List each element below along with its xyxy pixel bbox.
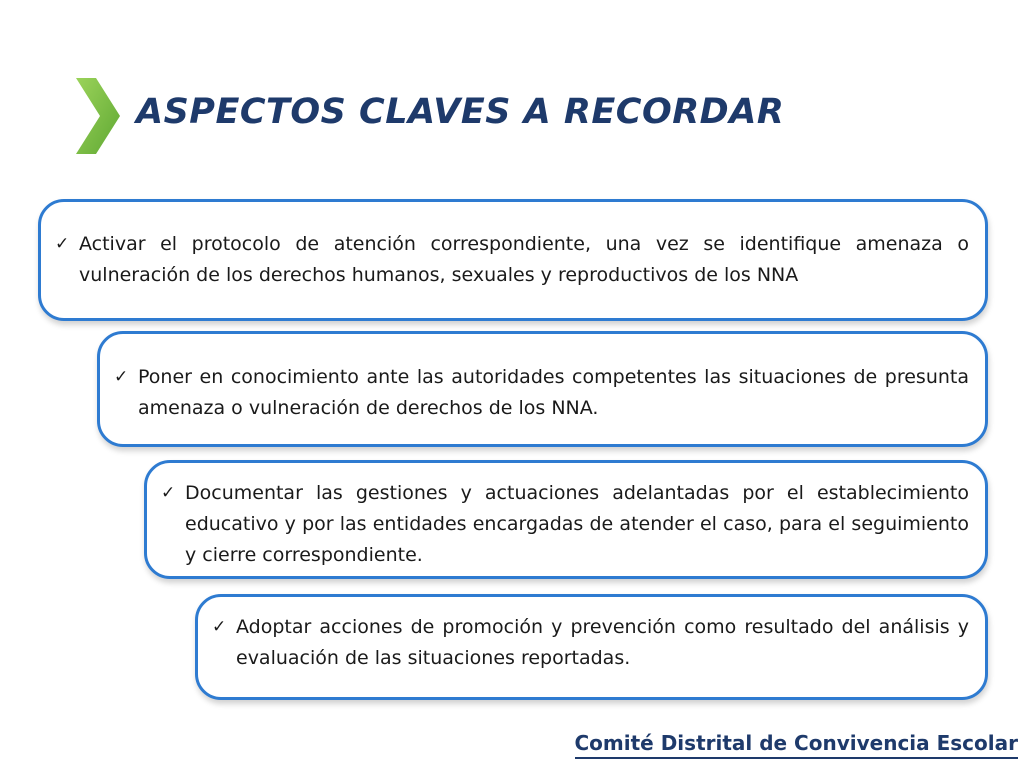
footer-committee-name: Comité Distrital de Convivencia Escolar [575,729,1019,759]
checkmark-icon: ✓ [212,617,227,637]
key-point-card [195,594,988,700]
page-title: ASPECTOS CLAVES A RECORDAR [136,92,785,132]
checkmark-icon: ✓ [55,234,70,254]
checkmark-icon: ✓ [161,483,176,503]
key-point-card [97,331,988,447]
key-point-text: Poner en conocimiento ante las autoridades competentes las situaciones de presunta amenaza o vulneración de derechos de los NNA. [138,366,969,419]
checkmark-icon: ✓ [114,367,129,387]
key-point-card [38,199,988,321]
key-point-text: Documentar las gestiones y actuaciones adelantadas por el establecimiento educativo y por las entidades encargadas de atender el caso, para el seguimiento y cierre correspondiente. [185,482,969,566]
key-point-text: Activar el protocolo de atención correspondiente, una vez se identifique amenaza o vulneración de los derechos humanos, sexuales y reproductivos de los NNA [79,233,969,286]
key-point-text: Adoptar acciones de promoción y prevención como resultado del análisis y evaluación de las situaciones reportadas. [236,616,969,669]
key-point-card [144,460,988,579]
chevron-right-icon [74,76,122,156]
